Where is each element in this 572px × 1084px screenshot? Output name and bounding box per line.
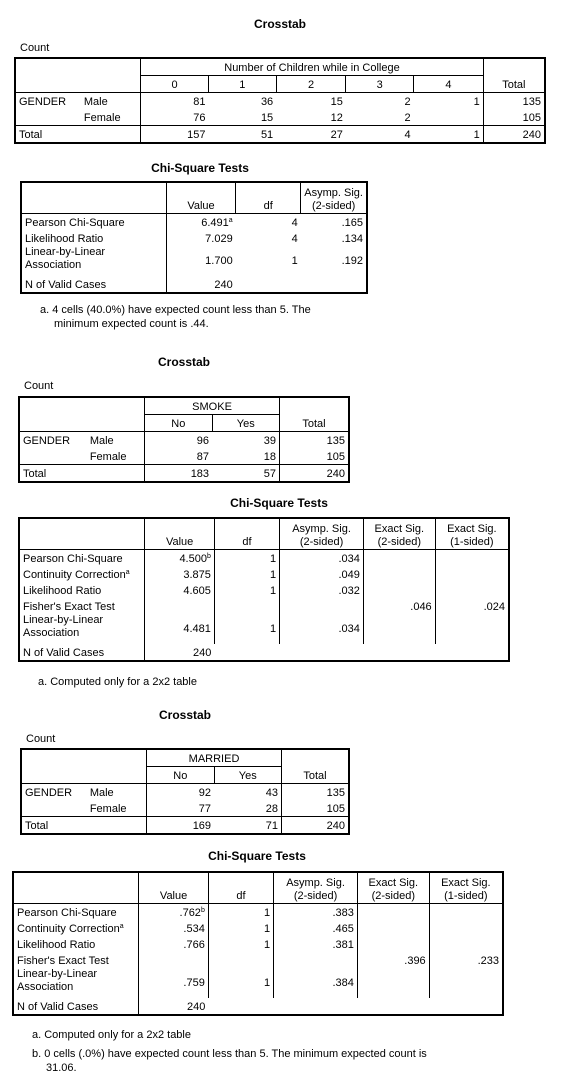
header-asymp: Asymp. Sig. (2-sided) xyxy=(280,518,364,550)
crosstab-smoke-title: Crosstab xyxy=(157,355,210,369)
test-label: Linear-by-Linear Association xyxy=(13,968,139,998)
row-var-label: GENDER xyxy=(19,96,67,108)
chisquare-married-footnote: a. Computed only for a 2x2 table b. 0 cells (.0%) have expected count less than 5. The minimum expected count is 31.06. xyxy=(32,1029,427,1074)
test-df: 1 xyxy=(214,614,279,644)
test-value: 6.491$^a$ xyxy=(201,217,233,229)
crosstab-married-table xyxy=(20,748,350,835)
test-value: 1.700 xyxy=(205,254,233,267)
married-col-header: Yes xyxy=(214,767,281,784)
table-cell: 28 xyxy=(214,800,281,817)
test-value: 240 xyxy=(186,1001,206,1013)
test-label: Fisher's Exact Test xyxy=(13,952,139,968)
row-label: Male xyxy=(87,784,147,801)
test-value: 4.500$^b$ xyxy=(145,550,215,567)
table-cell: 27 xyxy=(330,129,343,141)
table-cell: 183 xyxy=(190,468,210,480)
table-cell: 240 xyxy=(326,468,345,480)
test-label: Likelihood Ratio xyxy=(21,230,166,246)
row-label: Female xyxy=(87,448,145,465)
table-cell xyxy=(414,109,484,126)
header-exact1: Exact Sig. (1-sided) xyxy=(447,523,497,548)
table-cell: 157 xyxy=(187,129,206,141)
test-sig: .165 xyxy=(341,217,363,229)
header-value: Value xyxy=(139,872,209,904)
children-total-header: Total xyxy=(502,79,526,91)
header-value: Value xyxy=(145,518,215,550)
header-df: df xyxy=(236,182,301,214)
test-label: N of Valid Cases xyxy=(19,644,145,661)
table-cell: 92 xyxy=(198,787,212,799)
table-cell: 105 xyxy=(522,112,541,124)
test-exact2: .046 xyxy=(363,598,435,614)
test-value: .766 xyxy=(139,936,209,952)
table-cell: 169 xyxy=(192,820,212,832)
test-label: Pearson Chi-Square xyxy=(21,214,166,231)
test-exact1: .024 xyxy=(483,601,505,613)
test-sig: .383 xyxy=(274,904,358,921)
test-exact2: .396 xyxy=(357,952,429,968)
table-cell: 2 xyxy=(404,96,411,108)
header-df: df xyxy=(214,518,279,550)
test-label: Likelihood Ratio xyxy=(13,936,139,952)
test-sig: .381 xyxy=(274,936,358,952)
test-df: 1 xyxy=(208,920,273,936)
test-sig: .049 xyxy=(280,566,364,582)
crosstab-children-count-label: Count xyxy=(20,42,50,54)
test-df: 1 xyxy=(291,254,298,267)
table-cell: 57 xyxy=(212,465,279,483)
row-var-label: GENDER xyxy=(23,435,71,447)
crosstab-children-table xyxy=(14,57,546,144)
row-label: Female xyxy=(81,109,141,126)
row-label: Male xyxy=(87,432,145,449)
test-label: Likelihood Ratio xyxy=(19,582,145,598)
test-sig: .034 xyxy=(280,614,364,644)
table-cell: 1 xyxy=(414,126,484,144)
test-sig: .032 xyxy=(280,582,364,598)
test-label: Fisher's Exact Test xyxy=(19,598,145,614)
table-cell: 135 xyxy=(326,787,345,799)
test-df: 1 xyxy=(214,566,279,582)
table-cell: 1 xyxy=(414,93,484,110)
married-col-header: No xyxy=(147,767,214,784)
children-col-header: 2 xyxy=(276,76,346,93)
smoke-col-header: No xyxy=(145,415,212,432)
test-sig: .034 xyxy=(280,550,364,567)
total-row-label: Total xyxy=(23,468,47,480)
test-label: N of Valid Cases xyxy=(13,998,139,1015)
test-sig: .192 xyxy=(341,254,363,267)
test-df: 1 xyxy=(214,550,279,567)
chisquare-children-table xyxy=(20,181,368,294)
header-value: Value xyxy=(166,182,235,214)
test-value: 240 xyxy=(214,279,233,291)
table-cell: 43 xyxy=(214,784,281,801)
total-row-label: Total xyxy=(25,820,49,832)
table-cell: 4 xyxy=(404,129,411,141)
table-cell: 15 xyxy=(260,112,274,124)
table-cell: 39 xyxy=(212,432,279,449)
row-label: Male xyxy=(81,93,141,110)
table-cell: 87 xyxy=(196,451,210,463)
test-label: Pearson Chi-Square xyxy=(13,904,139,921)
table-cell: 135 xyxy=(522,96,541,108)
married-group-header: MARRIED xyxy=(147,749,282,767)
crosstab-married-count-label: Count xyxy=(26,733,56,745)
table-cell: 240 xyxy=(522,129,541,141)
test-sig: .134 xyxy=(341,233,363,245)
table-cell: 51 xyxy=(260,129,274,141)
table-cell: 36 xyxy=(260,96,274,108)
table-cell: 12 xyxy=(330,112,343,124)
test-value: 4.605 xyxy=(145,582,215,598)
table-cell: 2 xyxy=(404,112,411,124)
test-value: 4.481 xyxy=(145,614,215,644)
test-label: N of Valid Cases xyxy=(21,276,166,293)
crosstab-married-title: Crosstab xyxy=(158,708,211,722)
test-value: .759 xyxy=(139,968,209,998)
test-value: .762$^b$ xyxy=(139,904,209,921)
test-label: Pearson Chi-Square xyxy=(19,550,145,567)
chisquare-children-footnote: a. 4 cells (40.0%) have expected count less than 5. The minimum expected count is .44. xyxy=(40,304,311,330)
test-label: Linear-by-Linear Association xyxy=(19,614,145,644)
table-cell: 240 xyxy=(326,820,345,832)
test-value: 240 xyxy=(193,647,212,659)
total-row-label: Total xyxy=(19,129,43,141)
test-df: 1 xyxy=(214,582,279,598)
table-cell: 15 xyxy=(330,96,343,108)
children-col-header: 3 xyxy=(346,76,414,93)
smoke-col-header: Yes xyxy=(212,415,279,432)
chisquare-smoke-table xyxy=(18,517,510,662)
crosstab-children-title: Crosstab xyxy=(253,17,306,31)
table-cell: 76 xyxy=(193,112,206,124)
chisquare-children-title: Chi-Square Tests xyxy=(151,161,249,175)
table-cell: 81 xyxy=(193,96,206,108)
test-sig: .384 xyxy=(274,968,358,998)
header-asymp: Asymp. Sig. (2-sided) xyxy=(304,187,363,212)
test-label: Continuity Correction$^a$ xyxy=(13,920,139,936)
table-cell: 96 xyxy=(196,435,210,447)
row-label: Female xyxy=(87,800,147,817)
children-col-header: 4 xyxy=(414,76,484,93)
children-col-header: 1 xyxy=(208,76,276,93)
table-cell: 77 xyxy=(198,803,212,815)
test-label: Continuity Correction$^a$ xyxy=(19,566,145,582)
crosstab-smoke-table xyxy=(18,396,350,483)
test-exact1: .233 xyxy=(477,955,499,967)
table-cell: 105 xyxy=(326,803,345,815)
chisquare-married-table xyxy=(12,871,504,1016)
test-df: 4 xyxy=(291,217,298,229)
header-exact1: Exact Sig. (1-sided) xyxy=(441,877,491,902)
header-exact2: Exact Sig. (2-sided) xyxy=(363,518,435,550)
test-value: .534 xyxy=(139,920,209,936)
chisquare-married-title: Chi-Square Tests xyxy=(208,849,306,863)
table-cell: 135 xyxy=(326,435,345,447)
test-df: 1 xyxy=(208,936,273,952)
table-cell: 105 xyxy=(326,451,345,463)
table-cell: 71 xyxy=(214,817,281,835)
test-value: 3.875 xyxy=(145,566,215,582)
row-var-label: GENDER xyxy=(25,787,73,799)
test-sig: .465 xyxy=(274,920,358,936)
smoke-group-header: SMOKE xyxy=(145,397,280,415)
children-col-header: 0 xyxy=(141,76,209,93)
test-value: 7.029 xyxy=(205,233,233,245)
header-exact2: Exact Sig. (2-sided) xyxy=(357,872,429,904)
children-group-header: Number of Children while in College xyxy=(141,58,484,76)
test-df: 1 xyxy=(208,904,273,921)
table-cell: 18 xyxy=(212,448,279,465)
chisquare-smoke-footnote: a. Computed only for a 2x2 table xyxy=(38,676,197,688)
test-label: Linear-by-Linear Association xyxy=(21,246,166,276)
crosstab-smoke-count-label: Count xyxy=(24,380,54,392)
chisquare-smoke-title: Chi-Square Tests xyxy=(230,496,328,510)
married-total-header: Total xyxy=(303,770,327,782)
test-df: 1 xyxy=(208,968,273,998)
test-df: 4 xyxy=(291,233,298,245)
header-df: df xyxy=(208,872,273,904)
smoke-total-header: Total xyxy=(302,418,326,430)
header-asymp: Asymp. Sig. (2-sided) xyxy=(274,872,358,904)
